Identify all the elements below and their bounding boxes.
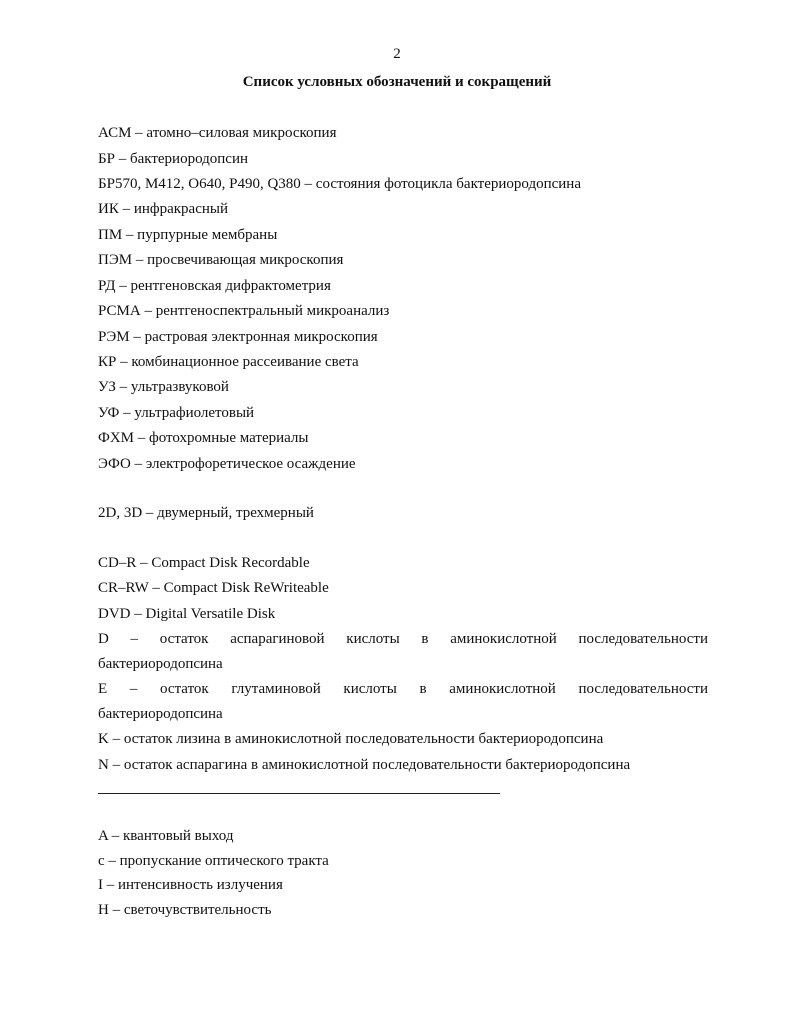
abbr-efo: ЭФО – электрофоретическое осаждение <box>98 456 356 472</box>
abbr-br: БР – бактериородопсин <box>98 151 249 167</box>
abbr-ik: ИК – инфракрасный <box>98 201 229 217</box>
abbr-dvd: DVD – Digital Versatile Disk <box>98 606 276 622</box>
abbr-photocycle-states: БР570, M412, O640, P490, Q380 – состояния фотоцикла бактериородопсина <box>98 176 581 192</box>
page-title: Список условных обозначений и сокращений <box>242 74 552 90</box>
abbr-n: N – остаток аспарагина в аминокислотной последовательности бактериородопсина <box>98 757 631 773</box>
abbr-k: K – остаток лизина в аминокислотной последовательности бактериородопсина <box>98 731 604 747</box>
abbr-d-line1: D – остаток аспарагиновой кислоты в аминокислотной последовательности <box>98 631 708 647</box>
abbr-fhm: ФХМ – фотохромные материалы <box>98 430 309 446</box>
symbol-c: c – пропускание оптического тракта <box>98 853 329 869</box>
symbol-i: I – интенсивность излучения <box>98 877 283 893</box>
abbr-e-line1: E – остаток глутаминовой кислоты в аминокислотной последовательности <box>98 681 708 697</box>
page-number: 2 <box>393 46 401 62</box>
abbr-rd: РД – рентгеновская дифрактометрия <box>98 278 331 294</box>
symbol-a: A – квантовый выход <box>98 828 234 844</box>
symbol-h: H – светочувствительность <box>98 902 272 918</box>
abbr-uz: УЗ – ультразвуковой <box>98 379 229 395</box>
section-divider <box>98 793 500 794</box>
abbr-asm: АСМ – атомно–силовая микроскопия <box>98 125 337 141</box>
abbr-kr: КР – комбинационное рассеивание света <box>98 354 359 370</box>
abbr-cr-rw: CR–RW – Compact Disk ReWriteable <box>98 580 329 596</box>
abbr-cd-r: CD–R – Compact Disk Recordable <box>98 555 310 571</box>
abbr-d-line2: бактериородопсина <box>98 656 223 672</box>
abbr-uf: УФ – ультрафиолетовый <box>98 405 255 421</box>
abbr-e-line2: бактериородопсина <box>98 706 223 722</box>
abbr-2d-3d: 2D, 3D – двумерный, трехмерный <box>98 505 314 521</box>
abbr-rsma: РСМА – рентгеноспектральный микроанализ <box>98 303 390 319</box>
abbr-pm: ПМ – пурпурные мембраны <box>98 227 278 243</box>
abbr-pem: ПЭМ – просвечивающая микроскопия <box>98 252 344 268</box>
abbr-rem: РЭМ – растровая электронная микроскопия <box>98 329 378 345</box>
